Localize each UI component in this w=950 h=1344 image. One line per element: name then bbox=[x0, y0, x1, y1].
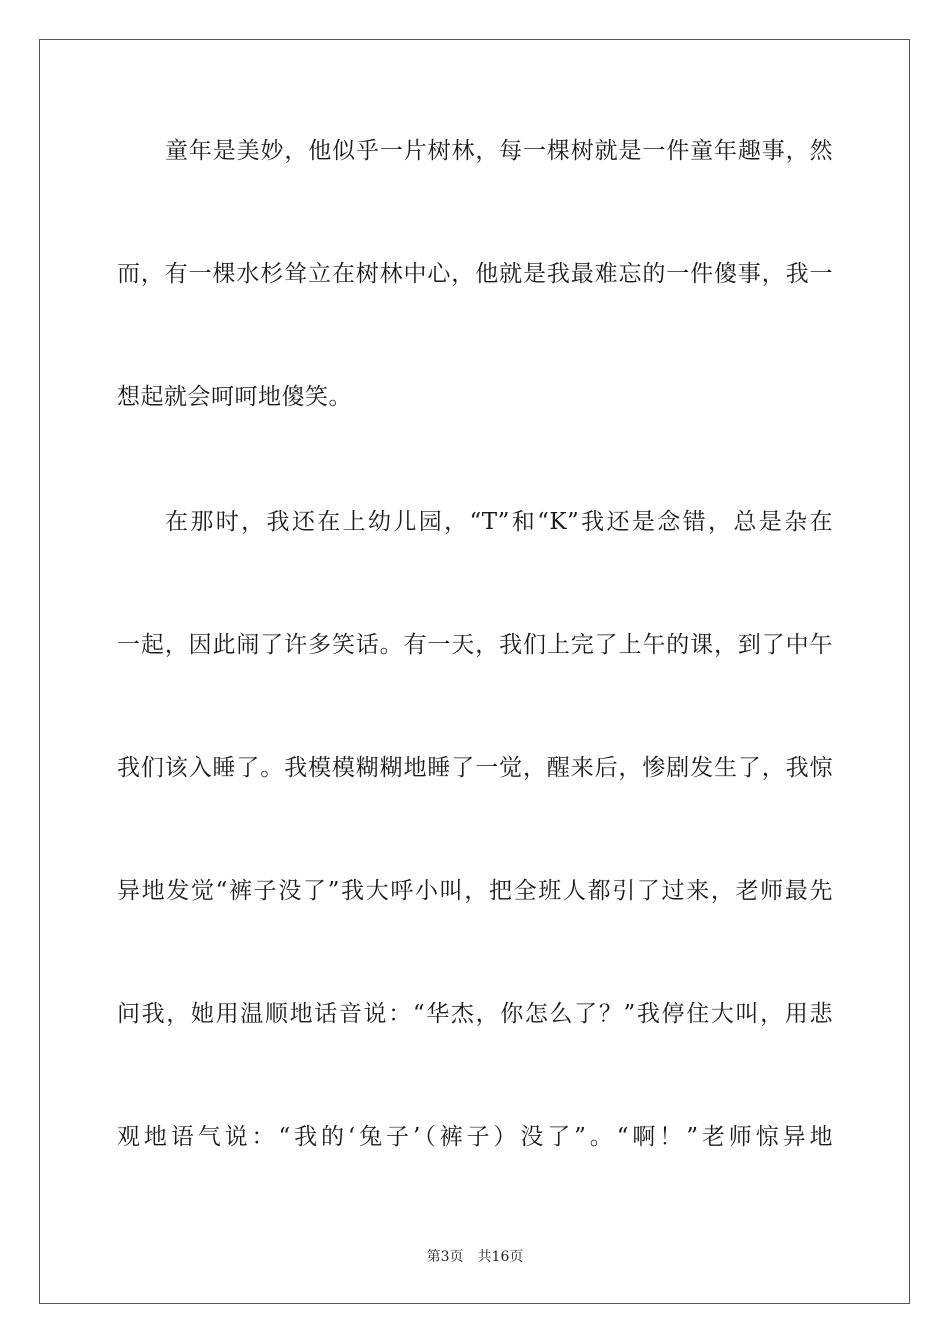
page-number: 第3页 bbox=[426, 1249, 464, 1265]
page-footer bbox=[0, 1248, 950, 1266]
paragraph-2-line-1: 在那时，我还在上幼儿园，“T”和“K”我还是念错，总是杂在 bbox=[165, 509, 833, 535]
page-border bbox=[39, 39, 910, 1304]
paragraph-2-line-3: 我们该入睡了。我模模糊糊地睡了一觉，醒来后，惨剧发生了，我惊 bbox=[117, 755, 833, 781]
paragraph-1-line-3: 想起就会呵呵地傻笑。 bbox=[117, 384, 352, 410]
paragraph-1-line-2: 而，有一棵水杉耸立在树林中心，他就是我最难忘的一件傻事，我一 bbox=[117, 261, 833, 287]
paragraph-2-line-4: 异地发觉“裤子没了”我大呼小叫，把全班人都引了过来，老师最先 bbox=[117, 878, 833, 904]
paragraph-2-line-2: 一起，因此闹了许多笑话。有一天，我们上完了上午的课，到了中午 bbox=[117, 632, 833, 658]
paragraph-2-line-5: 问我，她用温顺地话音说：“华杰，你怎么了？”我停住大叫，用悲 bbox=[117, 1001, 833, 1027]
paragraph-1-line-1: 童年是美妙，他似乎一片树林，每一棵树就是一件童年趣事，然 bbox=[165, 138, 833, 164]
paragraph-2-line-6: 观地语气说：“我的‘兔子’（裤子）没了”。“啊！”老师惊异地 bbox=[117, 1124, 833, 1150]
page-total: 共16页 bbox=[477, 1249, 524, 1265]
